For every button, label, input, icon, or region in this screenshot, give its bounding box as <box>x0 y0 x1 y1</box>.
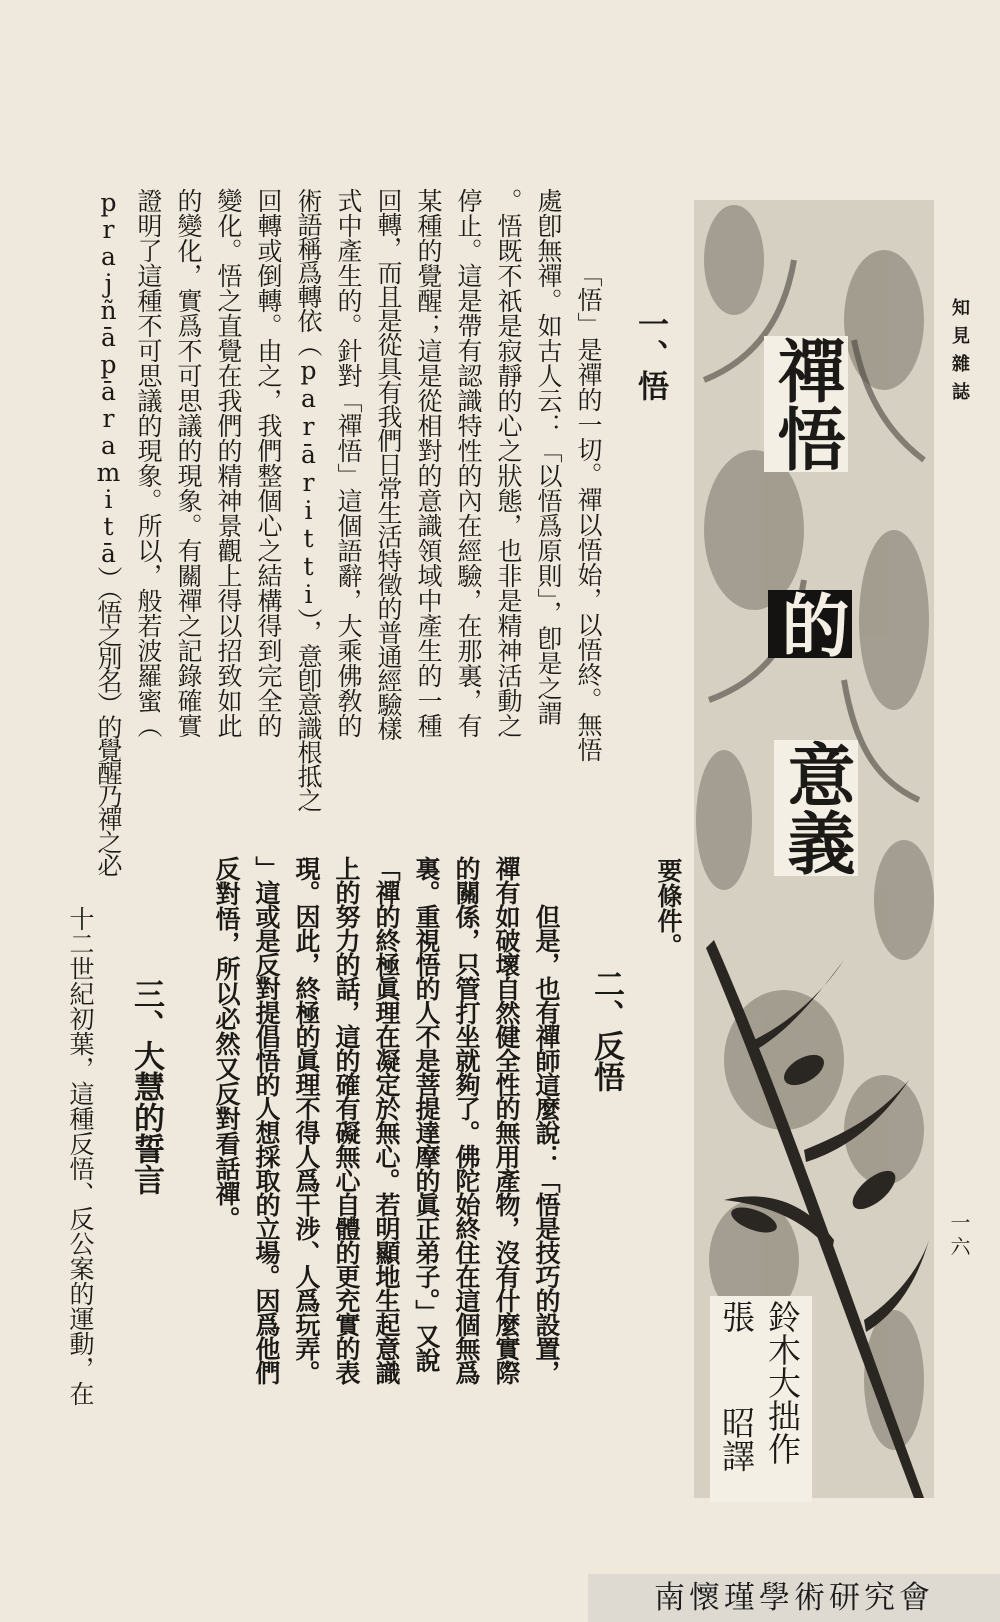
body-column: 上的努力的話，這的確有礙無心自體的更充實的表 <box>332 856 361 1384</box>
article-title-part1: 禪悟 <box>766 336 846 472</box>
body-column: 要條件。 <box>654 858 683 958</box>
body-column: 現。因此，終極的眞理不得人爲干涉、人爲玩弄。 <box>292 856 321 1384</box>
author-name: 鈴木大拙作 <box>763 1300 802 1465</box>
body-column: 反對悟，所以必然又反對看話禪。 <box>212 856 241 1231</box>
body-column: 但是，也有禪師這麼說：「悟是技巧的設置， <box>532 904 561 1384</box>
page-number: 一六 <box>947 1212 971 1260</box>
body-column: 處卽無禪。如古人云：「以悟爲原則」，卽是之謂 <box>534 188 563 726</box>
section-heading-1: 一、悟 <box>632 308 668 401</box>
body-column: 回轉，而且是從具有我們日常生活特徵的普通經驗樣 <box>374 188 403 740</box>
body-column: 術語稱爲轉依（parāritti），意卽意識根抵之 <box>294 188 323 812</box>
footer-watermark: 南懷瑾學術研究會 <box>588 1574 1000 1622</box>
body-column: 的變化，實爲不可思議的現象。有關禪之記錄確實 <box>174 188 203 738</box>
body-column: prajñāpāramitā）（悟之別名）的覺醒乃禪之必 <box>94 188 123 876</box>
body-column: 「禪的終極眞理在凝定於無心。若明顯地生起意識 <box>372 856 401 1384</box>
body-column: 回轉或倒轉。由之，我們整個心之結構得到完全的 <box>254 188 283 738</box>
running-header: 知見雜誌 <box>949 298 970 410</box>
body-column: 十二世紀初葉，這種反悟、反公案的運動，在 <box>66 906 95 1406</box>
body-column: 變化。悟之直覺在我們的精神景觀上得以招致如此 <box>214 188 243 738</box>
body-column: 「悟」是禪的一切。禪以悟始，以悟終。無悟 <box>574 262 603 762</box>
article-title-part2: 的 <box>770 590 850 658</box>
body-column: 證明了這種不可思議的現象。所以，般若波羅蜜（ <box>134 188 163 738</box>
body-column: 。悟既不祇是寂靜的心之狀態，也非是精神活動之 <box>494 188 523 738</box>
section-heading-3: 三、大慧的誓言 <box>128 978 164 1195</box>
body-column: 某種的覺醒；這是從相對的意識領域中產生的一種 <box>414 188 443 738</box>
body-column: 停止。這是帶有認識特性的內在經驗，在那裏，有 <box>454 188 483 738</box>
article-title-part3: 意義 <box>776 740 856 876</box>
body-column: 」這或是反對提倡悟的人想採取的立場。因爲他們 <box>252 856 281 1384</box>
body-column: 禪有如破壞自然健全性的無用產物，沒有什麼實際 <box>492 856 521 1384</box>
body-column: 的關係，只管打坐就夠了。佛陀始終住在這個無爲 <box>452 856 481 1384</box>
body-column: 式中產生的。針對「禪悟」這個語辭，大乘佛敎的 <box>334 188 363 738</box>
section-heading-2: 二、反悟 <box>588 968 624 1092</box>
translator-surname: 張 <box>717 1300 756 1333</box>
translator-name: 昭譯 <box>717 1406 756 1472</box>
body-column: 裏。重視悟的人不是菩提達摩的眞正弟子。」又說 <box>412 856 441 1372</box>
byline-box <box>710 1296 812 1502</box>
